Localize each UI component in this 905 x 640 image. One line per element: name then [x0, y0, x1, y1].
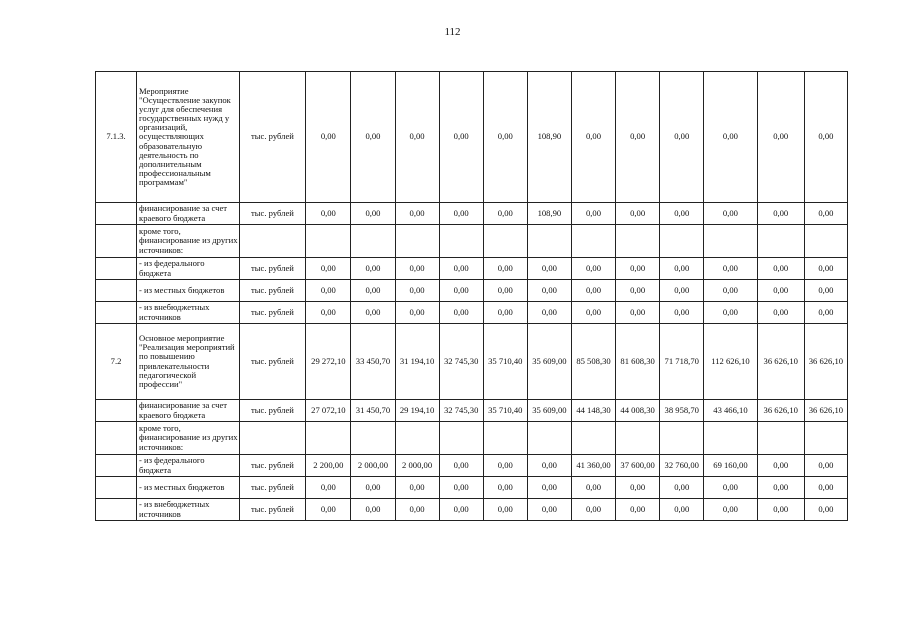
- row-code: [96, 203, 137, 225]
- table-row: [96, 302, 848, 324]
- row-description: кроме того, финансирование из других источников:: [137, 225, 240, 258]
- row-code: [96, 225, 137, 258]
- value-cell: 36 626,10: [757, 324, 804, 400]
- value-cell: 0,00: [527, 499, 571, 521]
- value-cell: 0,00: [804, 203, 847, 225]
- value-cell: 0,00: [306, 258, 351, 280]
- value-cell: 2 000,00: [395, 455, 439, 477]
- table-row: [96, 203, 848, 225]
- value-cell: 33 450,70: [351, 324, 395, 400]
- table-row: [96, 422, 848, 455]
- value-cell: 0,00: [571, 477, 615, 499]
- row-unit: [239, 422, 306, 455]
- row-description: - из федерального бюджета: [137, 455, 240, 477]
- value-cell: 0,00: [804, 302, 847, 324]
- value-cell: 35 710,40: [483, 400, 527, 422]
- value-cell: 0,00: [704, 258, 757, 280]
- value-cell: 32 745,30: [439, 400, 483, 422]
- row-description: кроме того, финансирование из других источников:: [137, 422, 240, 455]
- value-cell: [351, 422, 395, 455]
- value-cell: 69 160,00: [704, 455, 757, 477]
- value-cell: 0,00: [439, 455, 483, 477]
- value-cell: [616, 225, 660, 258]
- value-cell: 0,00: [804, 280, 847, 302]
- value-cell: 0,00: [483, 258, 527, 280]
- value-cell: 0,00: [660, 302, 704, 324]
- table-row: [96, 280, 848, 302]
- value-cell: [351, 225, 395, 258]
- value-cell: 35 609,00: [527, 400, 571, 422]
- value-cell: [571, 422, 615, 455]
- value-cell: 0,00: [804, 477, 847, 499]
- value-cell: [439, 422, 483, 455]
- value-cell: 44 148,30: [571, 400, 615, 422]
- row-code: [96, 400, 137, 422]
- value-cell: 0,00: [804, 258, 847, 280]
- value-cell: 31 194,10: [395, 324, 439, 400]
- value-cell: 0,00: [660, 203, 704, 225]
- value-cell: 0,00: [571, 203, 615, 225]
- value-cell: 0,00: [571, 72, 615, 203]
- value-cell: 0,00: [757, 258, 804, 280]
- row-code: [96, 422, 137, 455]
- row-unit: тыс. рублей: [239, 499, 306, 521]
- row-unit: тыс. рублей: [239, 72, 306, 203]
- row-code: [96, 258, 137, 280]
- value-cell: 85 508,30: [571, 324, 615, 400]
- value-cell: 0,00: [660, 72, 704, 203]
- row-code: 7.1.3.: [96, 72, 137, 203]
- table-row: [96, 499, 848, 521]
- value-cell: 0,00: [483, 477, 527, 499]
- value-cell: [757, 225, 804, 258]
- row-description: Основное мероприятие "Реализация мероприятий по повышению привлекательности педагогической профессии": [137, 324, 240, 400]
- value-cell: 41 360,00: [571, 455, 615, 477]
- value-cell: 0,00: [571, 280, 615, 302]
- value-cell: 0,00: [483, 455, 527, 477]
- row-description: - из местных бюджетов: [137, 280, 240, 302]
- value-cell: 0,00: [483, 302, 527, 324]
- value-cell: 0,00: [306, 302, 351, 324]
- row-code: [96, 499, 137, 521]
- row-code: [96, 455, 137, 477]
- value-cell: 27 072,10: [306, 400, 351, 422]
- value-cell: 0,00: [804, 499, 847, 521]
- value-cell: 29 194,10: [395, 400, 439, 422]
- value-cell: [527, 422, 571, 455]
- row-description: финансирование за счет краевого бюджета: [137, 203, 240, 225]
- value-cell: 0,00: [704, 203, 757, 225]
- value-cell: 0,00: [395, 203, 439, 225]
- value-cell: 0,00: [527, 477, 571, 499]
- page-number: 112: [444, 26, 461, 38]
- row-unit: тыс. рублей: [239, 258, 306, 280]
- value-cell: 0,00: [757, 499, 804, 521]
- value-cell: 108,90: [527, 72, 571, 203]
- value-cell: 43 466,10: [704, 400, 757, 422]
- row-unit: тыс. рублей: [239, 203, 306, 225]
- value-cell: 29 272,10: [306, 324, 351, 400]
- value-cell: 0,00: [804, 455, 847, 477]
- value-cell: [571, 225, 615, 258]
- row-code: [96, 477, 137, 499]
- value-cell: 0,00: [527, 302, 571, 324]
- value-cell: [527, 225, 571, 258]
- value-cell: 0,00: [757, 72, 804, 203]
- row-description: финансирование за счет краевого бюджета: [137, 400, 240, 422]
- value-cell: 0,00: [757, 477, 804, 499]
- value-cell: 0,00: [483, 203, 527, 225]
- value-cell: 112 626,10: [704, 324, 757, 400]
- value-cell: [804, 225, 847, 258]
- row-description: Мероприятие "Осуществление закупок услуг для обеспечения государственных нужд у организаций, осуществляющих образовательную деятельность по дополнительным профессиональным программам": [137, 72, 240, 203]
- value-cell: 0,00: [395, 258, 439, 280]
- value-cell: [306, 225, 351, 258]
- row-code: [96, 280, 137, 302]
- value-cell: [704, 225, 757, 258]
- value-cell: 0,00: [439, 203, 483, 225]
- value-cell: 0,00: [571, 258, 615, 280]
- value-cell: 35 609,00: [527, 324, 571, 400]
- value-cell: [439, 225, 483, 258]
- value-cell: [395, 422, 439, 455]
- value-cell: 0,00: [757, 302, 804, 324]
- value-cell: 0,00: [439, 302, 483, 324]
- value-cell: 0,00: [616, 302, 660, 324]
- row-code: [96, 302, 137, 324]
- value-cell: 0,00: [616, 280, 660, 302]
- value-cell: 0,00: [527, 258, 571, 280]
- value-cell: 0,00: [439, 280, 483, 302]
- value-cell: 0,00: [351, 258, 395, 280]
- value-cell: 0,00: [395, 302, 439, 324]
- row-unit: [239, 225, 306, 258]
- value-cell: 0,00: [757, 280, 804, 302]
- value-cell: 36 626,10: [757, 400, 804, 422]
- row-description: - из внебюджетных источников: [137, 499, 240, 521]
- value-cell: 0,00: [704, 72, 757, 203]
- value-cell: 0,00: [439, 499, 483, 521]
- row-unit: тыс. рублей: [239, 324, 306, 400]
- value-cell: 0,00: [439, 72, 483, 203]
- value-cell: 44 008,30: [616, 400, 660, 422]
- value-cell: 0,00: [660, 280, 704, 302]
- value-cell: 0,00: [616, 258, 660, 280]
- value-cell: 0,00: [571, 499, 615, 521]
- value-cell: 108,90: [527, 203, 571, 225]
- value-cell: [395, 225, 439, 258]
- value-cell: 71 718,70: [660, 324, 704, 400]
- value-cell: 0,00: [571, 302, 615, 324]
- value-cell: 37 600,00: [616, 455, 660, 477]
- row-unit: тыс. рублей: [239, 302, 306, 324]
- value-cell: 0,00: [804, 72, 847, 203]
- row-description: - из местных бюджетов: [137, 477, 240, 499]
- table-row: [96, 72, 848, 203]
- value-cell: 0,00: [757, 203, 804, 225]
- row-unit: тыс. рублей: [239, 400, 306, 422]
- value-cell: 0,00: [704, 499, 757, 521]
- value-cell: 0,00: [757, 455, 804, 477]
- value-cell: 0,00: [306, 477, 351, 499]
- value-cell: 0,00: [351, 499, 395, 521]
- value-cell: 0,00: [527, 280, 571, 302]
- value-cell: 0,00: [483, 499, 527, 521]
- value-cell: 0,00: [704, 477, 757, 499]
- value-cell: [483, 422, 527, 455]
- row-unit: тыс. рублей: [239, 280, 306, 302]
- value-cell: 0,00: [616, 203, 660, 225]
- value-cell: 0,00: [616, 477, 660, 499]
- value-cell: 0,00: [351, 280, 395, 302]
- value-cell: 0,00: [704, 302, 757, 324]
- value-cell: 0,00: [483, 72, 527, 203]
- value-cell: 0,00: [306, 280, 351, 302]
- value-cell: 0,00: [704, 280, 757, 302]
- row-unit: тыс. рублей: [239, 455, 306, 477]
- value-cell: 35 710,40: [483, 324, 527, 400]
- value-cell: 38 958,70: [660, 400, 704, 422]
- value-cell: 2 000,00: [351, 455, 395, 477]
- value-cell: [804, 422, 847, 455]
- value-cell: 0,00: [351, 302, 395, 324]
- value-cell: 0,00: [660, 499, 704, 521]
- value-cell: [757, 422, 804, 455]
- value-cell: [306, 422, 351, 455]
- row-description: - из внебюджетных источников: [137, 302, 240, 324]
- value-cell: [660, 225, 704, 258]
- value-cell: 0,00: [395, 477, 439, 499]
- value-cell: 0,00: [351, 477, 395, 499]
- value-cell: 0,00: [306, 203, 351, 225]
- value-cell: [704, 422, 757, 455]
- table-row: [96, 455, 848, 477]
- row-unit: тыс. рублей: [239, 477, 306, 499]
- value-cell: 0,00: [439, 258, 483, 280]
- value-cell: 81 608,30: [616, 324, 660, 400]
- table-row: [96, 324, 848, 400]
- value-cell: 0,00: [527, 455, 571, 477]
- value-cell: 2 200,00: [306, 455, 351, 477]
- table-row: [96, 258, 848, 280]
- budget-table: [95, 71, 848, 521]
- value-cell: 0,00: [439, 477, 483, 499]
- value-cell: 0,00: [616, 499, 660, 521]
- value-cell: [616, 422, 660, 455]
- value-cell: 31 450,70: [351, 400, 395, 422]
- value-cell: [483, 225, 527, 258]
- row-description: - из федерального бюджета: [137, 258, 240, 280]
- value-cell: 0,00: [660, 258, 704, 280]
- value-cell: 32 760,00: [660, 455, 704, 477]
- value-cell: 0,00: [306, 499, 351, 521]
- value-cell: 0,00: [306, 72, 351, 203]
- value-cell: 0,00: [616, 72, 660, 203]
- table-row: [96, 477, 848, 499]
- value-cell: 0,00: [351, 203, 395, 225]
- row-code: 7.2: [96, 324, 137, 400]
- value-cell: 0,00: [660, 477, 704, 499]
- value-cell: [660, 422, 704, 455]
- value-cell: 0,00: [395, 72, 439, 203]
- value-cell: 0,00: [395, 280, 439, 302]
- value-cell: 36 626,10: [804, 400, 847, 422]
- value-cell: 0,00: [483, 280, 527, 302]
- value-cell: 36 626,10: [804, 324, 847, 400]
- value-cell: 32 745,30: [439, 324, 483, 400]
- table-row: [96, 225, 848, 258]
- table-row: [96, 400, 848, 422]
- value-cell: 0,00: [351, 72, 395, 203]
- value-cell: 0,00: [395, 499, 439, 521]
